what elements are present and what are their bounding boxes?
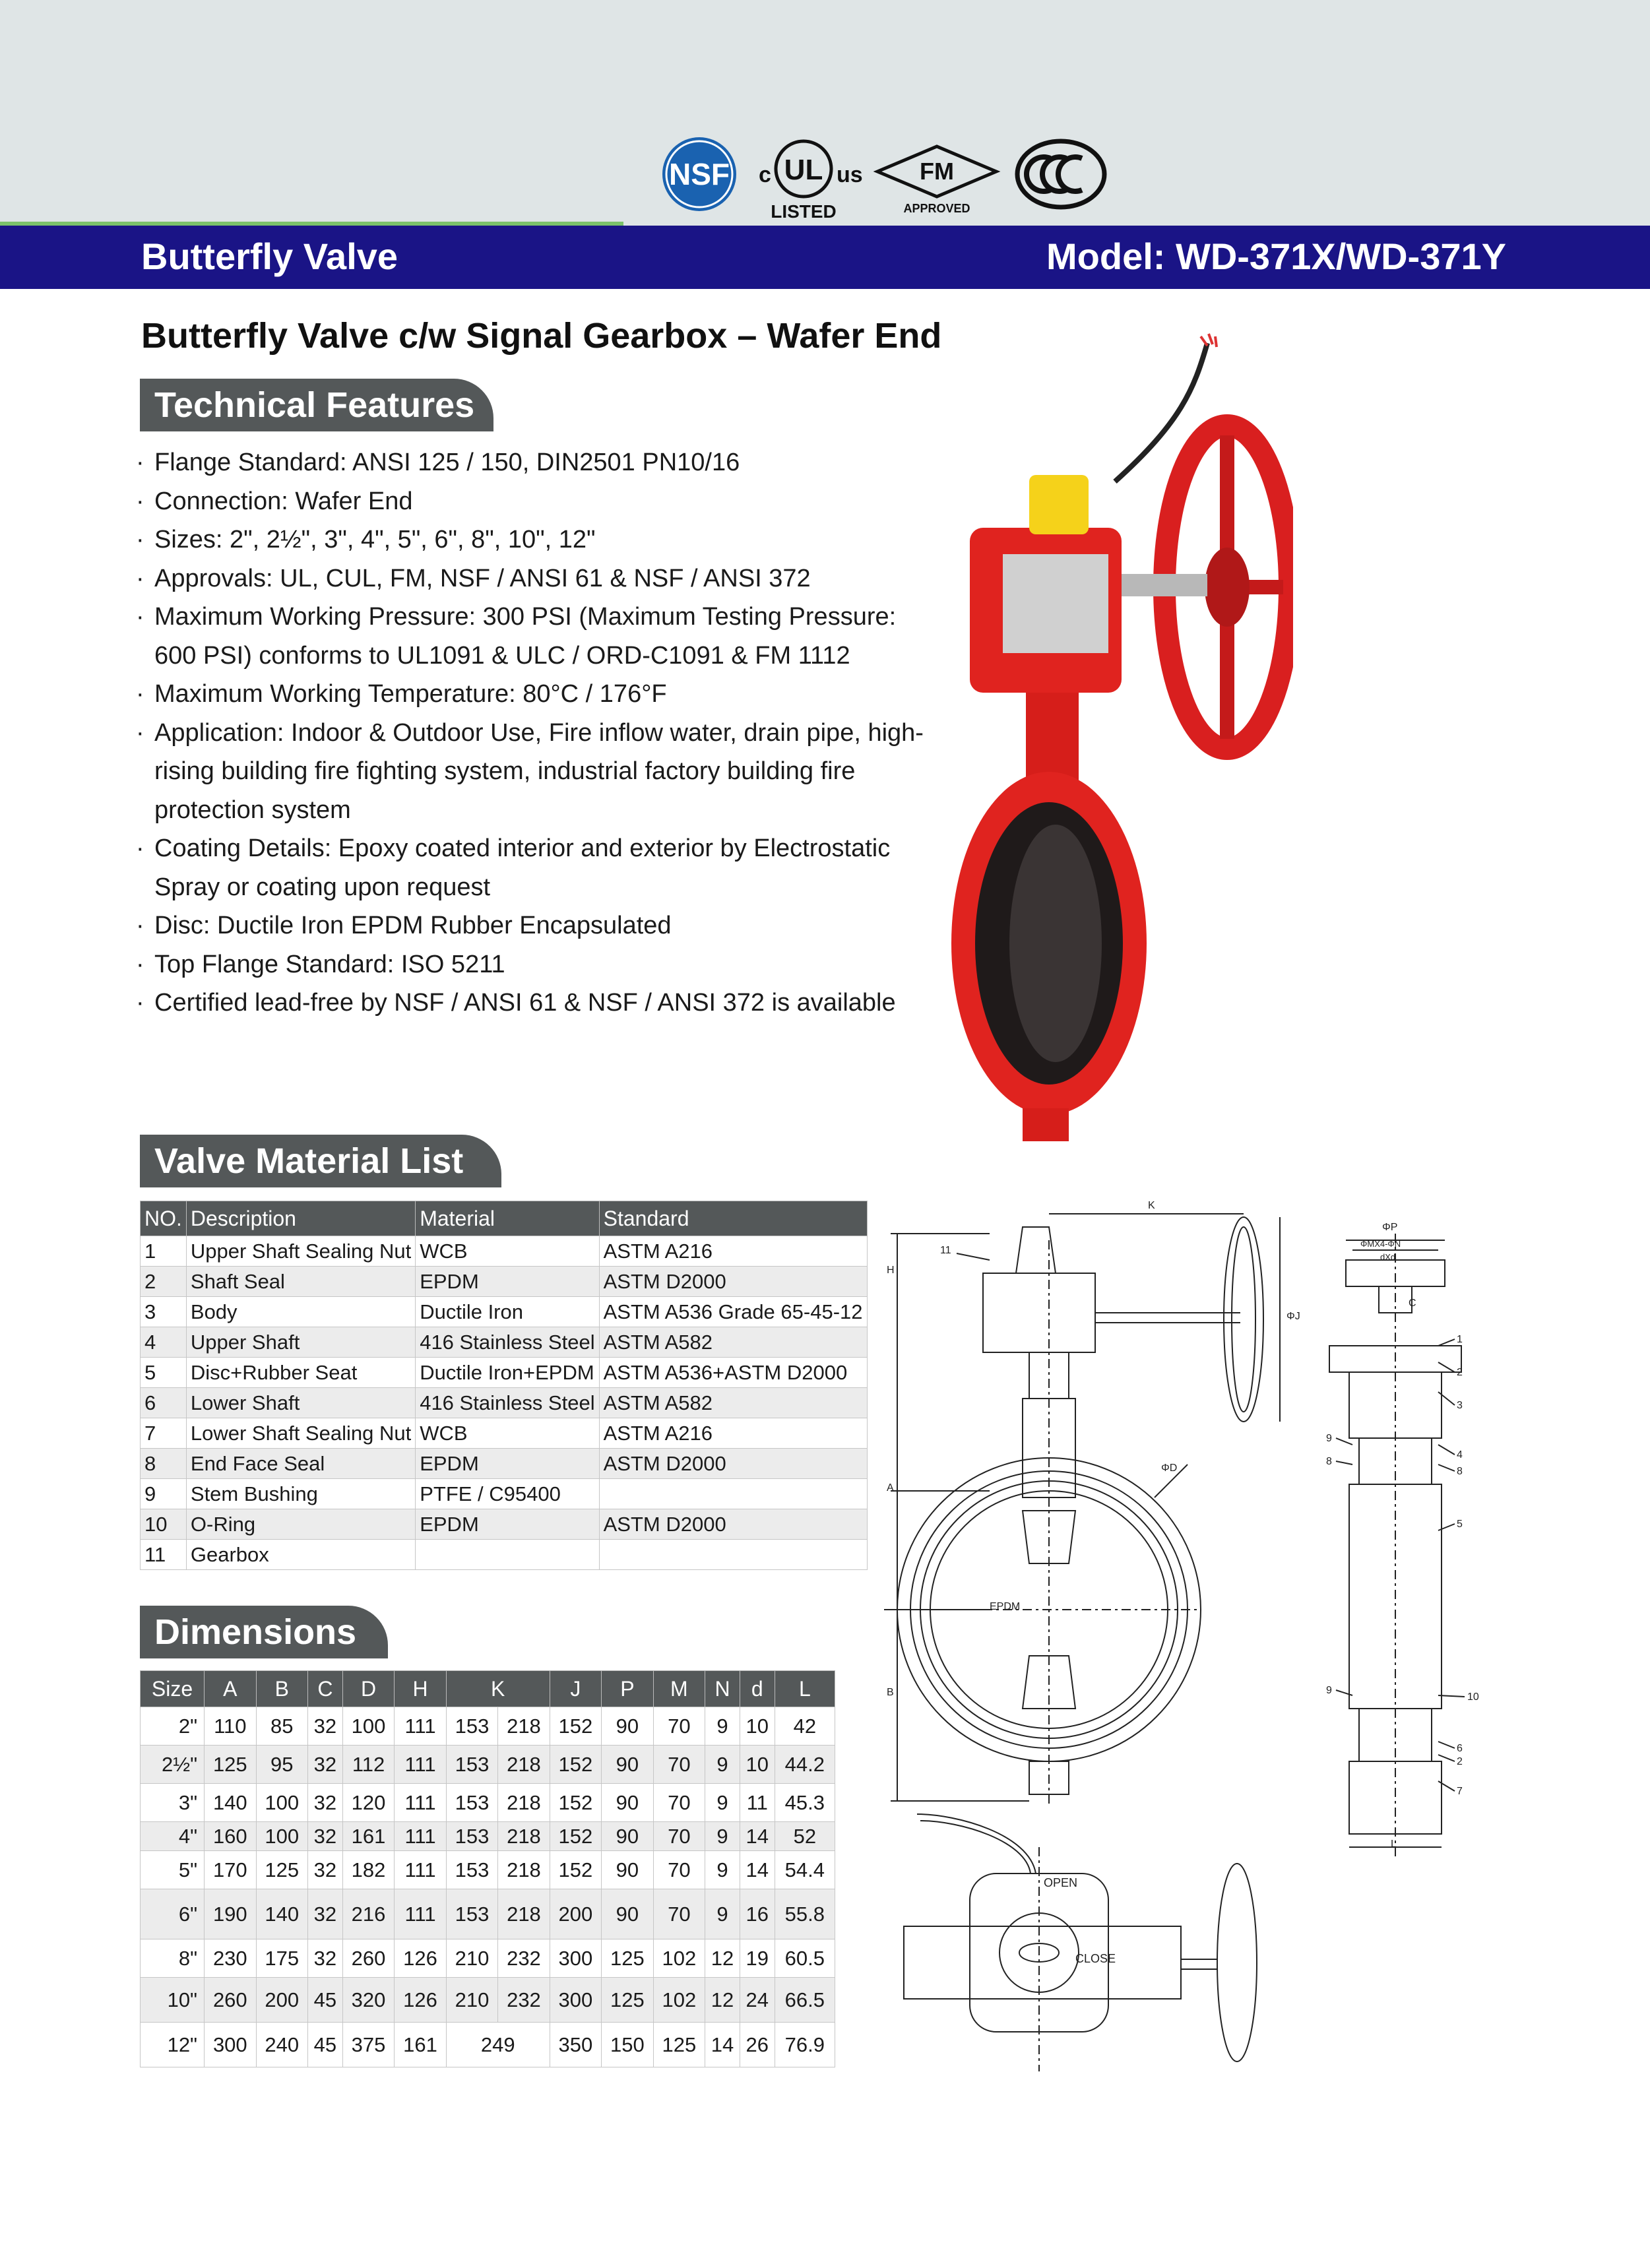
drawing-label-epdm: EPDM — [990, 1601, 1021, 1612]
table-cell: 12 — [705, 1939, 740, 1978]
table-header-row — [141, 1671, 835, 1707]
ul-listed-logo — [759, 141, 863, 222]
drawing-label-a: A — [887, 1482, 894, 1494]
table-cell: 260 — [205, 1978, 256, 2023]
table-row — [141, 2023, 835, 2067]
table-row — [141, 1746, 835, 1784]
table-cell: 125 — [602, 1978, 653, 2023]
table-cell: 102 — [653, 1939, 705, 1978]
table-row — [141, 1822, 835, 1851]
table-cell: 416 Stainless Steel — [416, 1388, 599, 1418]
table-cell: PTFE / C95400 — [416, 1479, 599, 1509]
ul-mark-text: UL — [784, 154, 823, 186]
table-cell: 32 — [308, 1784, 343, 1822]
table-cell: 60.5 — [775, 1939, 835, 1978]
drawing-callout: 9 — [1326, 1685, 1332, 1696]
table-cell: ASTM A536 Grade 65-45-12 — [599, 1297, 867, 1327]
table-cell: 9 — [705, 1822, 740, 1851]
table-cell: Lower Shaft Sealing Nut — [186, 1418, 415, 1449]
table-cell: 140 — [256, 1889, 307, 1939]
table-cell: 200 — [256, 1978, 307, 2023]
table-row — [141, 1327, 868, 1358]
drawing-callout: 9 — [1326, 1433, 1332, 1444]
table-cell: 70 — [653, 1851, 705, 1889]
table-cell: 90 — [602, 1851, 653, 1889]
table-cell — [599, 1540, 867, 1570]
table-cell: 66.5 — [775, 1978, 835, 2023]
table-cell: 218 — [498, 1746, 550, 1784]
table-row — [141, 1509, 868, 1540]
column-header: Material — [416, 1201, 599, 1236]
drawing-callout: 10 — [1467, 1691, 1479, 1703]
table-cell: 218 — [498, 1889, 550, 1939]
table-cell: 140 — [205, 1784, 256, 1822]
table-cell: 111 — [395, 1889, 446, 1939]
table-cell: 210 — [446, 1939, 497, 1978]
table-cell: 3 — [141, 1297, 187, 1327]
column-header: NO. — [141, 1201, 187, 1236]
table-cell: 55.8 — [775, 1889, 835, 1939]
table-cell: 32 — [308, 1851, 343, 1889]
table-cell: End Face Seal — [186, 1449, 415, 1479]
table-cell: 11 — [740, 1784, 775, 1822]
page-title: Butterfly Valve c/w Signal Gearbox – Wafer End — [141, 316, 942, 356]
table-cell: 300 — [550, 1939, 601, 1978]
table-cell: 218 — [498, 1822, 550, 1851]
drawing-label-close: CLOSE — [1075, 1952, 1116, 1965]
fm-text: FM — [920, 158, 954, 185]
feature-item: · Application: Indoor & Outdoor Use, Fire inflow water, drain pipe, high-rising building fire fighting system, industrial factory building fire protection system — [136, 714, 928, 830]
table-cell: 216 — [342, 1889, 394, 1939]
table-cell: 32 — [308, 1889, 343, 1939]
table-cell: 4" — [141, 1822, 205, 1851]
column-header: K — [446, 1671, 550, 1707]
table-cell: 6" — [141, 1889, 205, 1939]
table-cell: ASTM A536+ASTM D2000 — [599, 1358, 867, 1388]
drawing-label-l: L — [1391, 1839, 1397, 1850]
table-cell: 249 — [446, 2023, 550, 2067]
table-cell: 6 — [141, 1388, 187, 1418]
table-cell: 218 — [498, 1851, 550, 1889]
table-cell: 26 — [740, 2023, 775, 2067]
table-row — [141, 1851, 835, 1889]
column-header: Standard — [599, 1201, 867, 1236]
table-cell: 170 — [205, 1851, 256, 1889]
table-cell: 150 — [602, 2023, 653, 2067]
table-cell: 152 — [550, 1784, 601, 1822]
table-cell: 19 — [740, 1939, 775, 1978]
table-cell: 175 — [256, 1939, 307, 1978]
column-header: J — [550, 1671, 601, 1707]
table-cell: 125 — [653, 2023, 705, 2067]
table-cell: 125 — [205, 1746, 256, 1784]
table-cell: 90 — [602, 1822, 653, 1851]
dimensions-table — [140, 1670, 835, 2067]
table-cell: 100 — [256, 1784, 307, 1822]
certification-logos — [660, 132, 1122, 224]
material-table — [140, 1201, 868, 1570]
feature-item: · Coating Details: Epoxy coated interior and exterior by Electrostatic Spray or coating upon request — [136, 829, 928, 906]
table-cell: ASTM D2000 — [599, 1509, 867, 1540]
table-cell: 110 — [205, 1707, 256, 1746]
column-header: N — [705, 1671, 740, 1707]
table-row — [141, 1784, 835, 1822]
drawing-label-k: K — [1148, 1200, 1155, 1211]
column-header: Description — [186, 1201, 415, 1236]
table-cell: 2 — [141, 1267, 187, 1297]
table-cell: 44.2 — [775, 1746, 835, 1784]
drawing-label-open: OPEN — [1044, 1876, 1078, 1889]
table-cell: 2" — [141, 1707, 205, 1746]
table-cell: 100 — [342, 1707, 394, 1746]
table-cell: Ductile Iron+EPDM — [416, 1358, 599, 1388]
table-cell: 240 — [256, 2023, 307, 2067]
column-header: D — [342, 1671, 394, 1707]
table-cell: 45 — [308, 2023, 343, 2067]
table-cell: 126 — [395, 1939, 446, 1978]
table-cell: 14 — [740, 1851, 775, 1889]
table-cell: 300 — [550, 1978, 601, 2023]
table-cell: 153 — [446, 1746, 497, 1784]
table-row — [141, 1449, 868, 1479]
drawing-label-phi-p: ΦP — [1382, 1222, 1398, 1233]
valve-photo — [950, 330, 1293, 1148]
table-cell: 190 — [205, 1889, 256, 1939]
nsf-logo — [662, 137, 736, 211]
table-cell: 24 — [740, 1978, 775, 2023]
table-cell: 2½" — [141, 1746, 205, 1784]
column-header: M — [653, 1671, 705, 1707]
table-cell: 45.3 — [775, 1784, 835, 1822]
table-cell: 161 — [395, 2023, 446, 2067]
ccc-logo — [1017, 141, 1104, 207]
table-row — [141, 1236, 868, 1267]
table-cell: Disc+Rubber Seat — [186, 1358, 415, 1388]
table-cell: 10 — [141, 1509, 187, 1540]
feature-item: · Maximum Working Temperature: 80°C / 176°F — [136, 675, 928, 714]
technical-features-heading: Technical Features — [140, 379, 493, 431]
table-cell: 5 — [141, 1358, 187, 1388]
table-cell: 210 — [446, 1978, 497, 2023]
table-cell: Stem Bushing — [186, 1479, 415, 1509]
drawing-callout: 3 — [1457, 1400, 1463, 1411]
table-cell: EPDM — [416, 1509, 599, 1540]
table-cell: 14 — [705, 2023, 740, 2067]
fm-approved-text: APPROVED — [903, 202, 970, 215]
table-cell: WCB — [416, 1418, 599, 1449]
table-cell: 10 — [740, 1707, 775, 1746]
table-cell: 7 — [141, 1418, 187, 1449]
table-cell: ASTM A216 — [599, 1418, 867, 1449]
table-cell: 111 — [395, 1707, 446, 1746]
table-cell: 218 — [498, 1784, 550, 1822]
drawing-label-h: H — [887, 1265, 895, 1276]
table-cell: 9 — [705, 1784, 740, 1822]
table-cell: Ductile Iron — [416, 1297, 599, 1327]
table-cell: EPDM — [416, 1449, 599, 1479]
table-cell: 153 — [446, 1822, 497, 1851]
feature-item: · Disc: Ductile Iron EPDM Rubber Encapsulated — [136, 906, 928, 945]
table-cell: 111 — [395, 1822, 446, 1851]
drawing-callout: 8 — [1457, 1466, 1463, 1477]
column-header: B — [256, 1671, 307, 1707]
table-cell: 375 — [342, 2023, 394, 2067]
table-cell: EPDM — [416, 1267, 599, 1297]
table-cell: 54.4 — [775, 1851, 835, 1889]
table-cell: 161 — [342, 1822, 394, 1851]
technical-drawing — [858, 1187, 1537, 2144]
table-cell: 111 — [395, 1746, 446, 1784]
drawing-callout: 8 — [1326, 1456, 1332, 1467]
drawing-label-b: B — [887, 1687, 894, 1698]
table-cell: 11 — [141, 1540, 187, 1570]
ul-us-text: us — [837, 162, 863, 187]
drawing-callout: 5 — [1457, 1519, 1463, 1530]
dimensions-heading: Dimensions — [140, 1606, 388, 1658]
table-cell: 300 — [205, 2023, 256, 2067]
table-row — [141, 1889, 835, 1939]
drawing-callout: 1 — [1457, 1334, 1463, 1345]
table-cell: 153 — [446, 1851, 497, 1889]
table-cell: 90 — [602, 1784, 653, 1822]
table-cell: 52 — [775, 1822, 835, 1851]
column-header: P — [602, 1671, 653, 1707]
table-cell: 90 — [602, 1889, 653, 1939]
table-cell: 218 — [498, 1707, 550, 1746]
table-cell: 3" — [141, 1784, 205, 1822]
table-row — [141, 1297, 868, 1327]
table-row — [141, 1479, 868, 1509]
drawing-label-c: C — [1409, 1298, 1416, 1309]
drawing-callout: 4 — [1457, 1449, 1463, 1461]
table-cell: 70 — [653, 1707, 705, 1746]
table-cell: 125 — [256, 1851, 307, 1889]
table-cell: 1 — [141, 1236, 187, 1267]
feature-item: · Connection: Wafer End — [136, 482, 928, 521]
table-cell: 9 — [141, 1479, 187, 1509]
table-cell: 160 — [205, 1822, 256, 1851]
column-header: d — [740, 1671, 775, 1707]
column-header: Size — [141, 1671, 205, 1707]
table-cell: 70 — [653, 1889, 705, 1939]
table-cell: 16 — [740, 1889, 775, 1939]
table-cell: 112 — [342, 1746, 394, 1784]
drawing-callout: 11 — [940, 1245, 951, 1256]
table-cell: 4 — [141, 1327, 187, 1358]
table-cell: 111 — [395, 1851, 446, 1889]
table-cell: 152 — [550, 1822, 601, 1851]
table-cell: 153 — [446, 1889, 497, 1939]
table-cell: 125 — [602, 1939, 653, 1978]
table-row — [141, 1978, 835, 2023]
ul-c-text: c — [759, 162, 771, 187]
table-cell: 32 — [308, 1939, 343, 1978]
table-cell — [416, 1540, 599, 1570]
table-cell: 70 — [653, 1746, 705, 1784]
drawing-callout: 7 — [1457, 1786, 1463, 1797]
table-row — [141, 1267, 868, 1297]
feature-item: · Approvals: UL, CUL, FM, NSF / ANSI 61 & NSF / ANSI 372 — [136, 559, 928, 598]
table-cell: WCB — [416, 1236, 599, 1267]
table-cell: 120 — [342, 1784, 394, 1822]
material-list-heading: Valve Material List — [140, 1135, 501, 1187]
column-header: A — [205, 1671, 256, 1707]
table-cell: 416 Stainless Steel — [416, 1327, 599, 1358]
table-cell: 182 — [342, 1851, 394, 1889]
table-cell: 8" — [141, 1939, 205, 1978]
column-header: C — [308, 1671, 343, 1707]
table-cell: 126 — [395, 1978, 446, 2023]
header-bar — [0, 226, 1650, 289]
table-cell: ASTM A582 — [599, 1327, 867, 1358]
table-cell: 111 — [395, 1784, 446, 1822]
table-cell: 95 — [256, 1746, 307, 1784]
drawing-callout: 6 — [1457, 1743, 1463, 1754]
table-cell: 5" — [141, 1851, 205, 1889]
table-cell: 9 — [705, 1889, 740, 1939]
product-category: Butterfly Valve — [141, 236, 398, 277]
table-row — [141, 1418, 868, 1449]
table-cell: 45 — [308, 1978, 343, 2023]
table-header-row — [141, 1201, 868, 1236]
table-cell: 152 — [550, 1707, 601, 1746]
table-cell: 90 — [602, 1707, 653, 1746]
feature-item: · Flange Standard: ANSI 125 / 150, DIN2501 PN10/16 — [136, 443, 928, 482]
table-cell: 200 — [550, 1889, 601, 1939]
table-cell: Lower Shaft — [186, 1388, 415, 1418]
table-cell: 9 — [705, 1851, 740, 1889]
table-cell: Body — [186, 1297, 415, 1327]
table-cell: 100 — [256, 1822, 307, 1851]
table-cell: 8 — [141, 1449, 187, 1479]
feature-item: · Sizes: 2", 2½", 3", 4", 5", 6", 8", 10", 12" — [136, 520, 928, 559]
feature-item: · Maximum Working Pressure: 300 PSI (Maximum Testing Pressure: 600 PSI) conforms to UL1091 & ULC / ORD-C1091 & FM 1112 — [136, 598, 928, 675]
table-cell: Gearbox — [186, 1540, 415, 1570]
table-row — [141, 1707, 835, 1746]
table-cell: ASTM D2000 — [599, 1267, 867, 1297]
features-list — [136, 443, 928, 1023]
drawing-callout: 2 — [1457, 1756, 1463, 1767]
table-row — [141, 1388, 868, 1418]
feature-item: · Top Flange Standard: ISO 5211 — [136, 945, 928, 984]
table-cell: 350 — [550, 2023, 601, 2067]
table-row — [141, 1358, 868, 1388]
table-cell: 152 — [550, 1851, 601, 1889]
table-cell: Upper Shaft — [186, 1327, 415, 1358]
table-cell: 9 — [705, 1746, 740, 1784]
table-cell: 32 — [308, 1822, 343, 1851]
drawing-label-phi-m: ΦMX4-ΦN — [1360, 1239, 1401, 1249]
drawing-label-phi-j: ΦJ — [1286, 1311, 1300, 1322]
table-cell: 32 — [308, 1707, 343, 1746]
table-cell: O-Ring — [186, 1509, 415, 1540]
table-cell: 12 — [705, 1978, 740, 2023]
table-cell: 260 — [342, 1939, 394, 1978]
table-cell: 42 — [775, 1707, 835, 1746]
table-cell: 14 — [740, 1822, 775, 1851]
table-row — [141, 1939, 835, 1978]
drawing-label-dxd: dXd — [1380, 1252, 1396, 1262]
table-cell: 230 — [205, 1939, 256, 1978]
table-cell: 76.9 — [775, 2023, 835, 2067]
table-cell: Upper Shaft Sealing Nut — [186, 1236, 415, 1267]
table-cell: 90 — [602, 1746, 653, 1784]
table-cell: 320 — [342, 1978, 394, 2023]
table-cell: Shaft Seal — [186, 1267, 415, 1297]
table-cell: 70 — [653, 1784, 705, 1822]
drawing-label-phi-d: ΦD — [1161, 1463, 1178, 1474]
feature-item: · Certified lead-free by NSF / ANSI 61 & NSF / ANSI 372 is available — [136, 984, 928, 1023]
table-cell: ASTM A216 — [599, 1236, 867, 1267]
table-cell: 102 — [653, 1978, 705, 2023]
table-cell: 232 — [498, 1939, 550, 1978]
table-cell: 32 — [308, 1746, 343, 1784]
table-cell: 10 — [740, 1746, 775, 1784]
fm-approved-logo — [877, 146, 996, 215]
ul-listed-text: LISTED — [771, 201, 837, 222]
nsf-logo-text: NSF — [669, 157, 730, 191]
table-cell: 9 — [705, 1707, 740, 1746]
table-cell — [599, 1479, 867, 1509]
drawing-callout: 2 — [1457, 1367, 1463, 1378]
column-header: H — [395, 1671, 446, 1707]
table-cell: 153 — [446, 1707, 497, 1746]
table-cell: 70 — [653, 1822, 705, 1851]
table-cell: 152 — [550, 1746, 601, 1784]
column-header: L — [775, 1671, 835, 1707]
table-cell: 12" — [141, 2023, 205, 2067]
table-cell: ASTM A582 — [599, 1388, 867, 1418]
table-cell: 85 — [256, 1707, 307, 1746]
table-cell: 10" — [141, 1978, 205, 2023]
table-row — [141, 1540, 868, 1570]
model-number: Model: WD-371X/WD-371Y — [1046, 236, 1506, 277]
table-cell: 232 — [498, 1978, 550, 2023]
table-cell: ASTM D2000 — [599, 1449, 867, 1479]
table-cell: 153 — [446, 1784, 497, 1822]
